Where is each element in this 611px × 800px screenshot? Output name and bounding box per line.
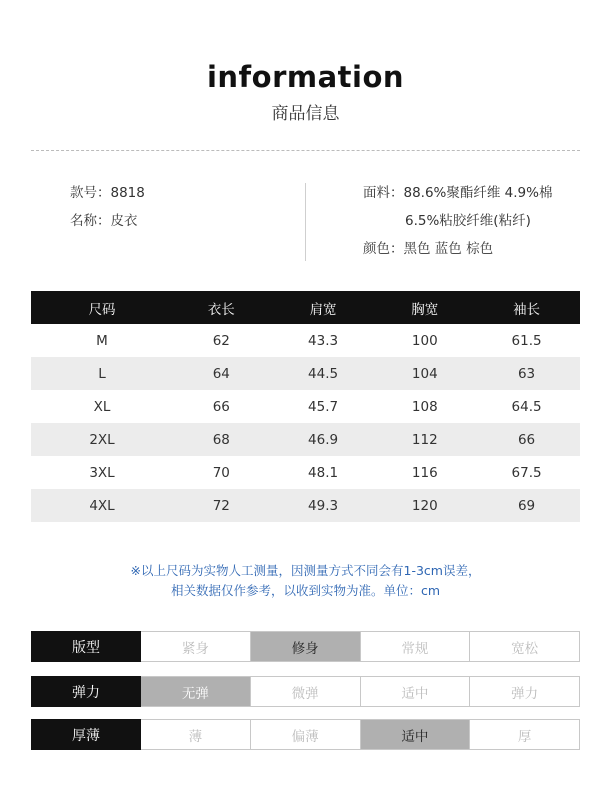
colors: 颜色：黑色 蓝色 棕色 [363, 241, 494, 257]
header-cell: 衣长 [173, 291, 270, 324]
fabric-line-1: 面料：88.6%聚酯纤维 4.9%棉 [363, 185, 553, 201]
table-row [31, 324, 580, 357]
page-title: information [206, 60, 405, 94]
table-row [31, 456, 580, 489]
table-cell: 2XL [31, 423, 173, 456]
table-row [31, 423, 580, 456]
table-cell: 72 [173, 489, 270, 522]
table-cell: 64 [173, 357, 270, 390]
fit-row [31, 631, 580, 662]
dashed-divider [31, 150, 580, 151]
note-line-1: ※以上尺码为实物人工测量，因测量方式不同会有1-3cm误差， [130, 563, 481, 578]
fit-option-tight: 紧身 [141, 631, 251, 662]
table-cell: 44.5 [270, 357, 377, 390]
elasticity-option-stretch: 弹力 [470, 676, 580, 707]
fit-label: 版型 [31, 631, 141, 662]
thickness-row [31, 719, 580, 750]
table-cell: 68 [173, 423, 270, 456]
table-row [31, 390, 580, 423]
header-cell: 肩宽 [270, 291, 377, 324]
table-cell: 108 [411, 398, 438, 415]
elasticity-option-moderate: 适中 [361, 676, 471, 707]
table-cell: 66 [473, 423, 580, 456]
table-cell: 3XL [89, 464, 115, 481]
header-cell: 胸宽 [376, 291, 473, 324]
table-cell: 48.1 [308, 464, 339, 481]
thickness-option-moderate: 适中 [361, 719, 471, 750]
table-cell: 63 [473, 357, 580, 390]
fit-option-slim: 修身 [251, 631, 361, 662]
elasticity-row [31, 676, 580, 707]
elasticity-option-none: 无弹 [141, 676, 251, 707]
thickness-option-slightly-thin: 偏薄 [251, 719, 361, 750]
table-cell: 69 [473, 489, 580, 522]
table-cell: 104 [376, 357, 473, 390]
fabric-line-2: 6.5%粘胶纤维(粘纤) [405, 213, 531, 229]
table-cell: 70 [212, 464, 230, 481]
elasticity-option-slight: 微弹 [251, 676, 361, 707]
thickness-option-thin: 薄 [141, 719, 251, 750]
header-cell: 尺码 [31, 291, 173, 324]
thickness-label: 厚薄 [31, 719, 141, 750]
product-name: 名称：皮衣 [70, 213, 138, 229]
note-line-2: 相关数据仅作参考，以收到实物为准。单位：cm [170, 583, 441, 598]
table-cell: 61.5 [511, 332, 542, 349]
table-row [31, 489, 580, 522]
table-cell: 49.3 [270, 489, 377, 522]
style-number: 款号：8818 [70, 185, 145, 201]
measurement-note [0, 561, 611, 601]
page-subtitle: 商品信息 [271, 104, 340, 124]
elasticity-label: 弹力 [31, 676, 141, 707]
table-cell: 116 [411, 464, 438, 481]
table-cell: 66 [212, 398, 230, 415]
table-cell: M [96, 332, 108, 349]
table-cell: 100 [411, 332, 438, 349]
fit-option-regular: 常规 [361, 631, 471, 662]
table-cell: 64.5 [511, 398, 542, 415]
thickness-option-thick: 厚 [470, 719, 580, 750]
table-cell: L [31, 357, 173, 390]
table-cell: 67.5 [511, 464, 542, 481]
table-cell: 112 [376, 423, 473, 456]
table-cell: 43.3 [308, 332, 339, 349]
header-cell: 袖长 [473, 291, 580, 324]
info-left [70, 183, 145, 239]
table-cell: 120 [376, 489, 473, 522]
table-cell: 45.7 [308, 398, 339, 415]
info-divider [305, 183, 306, 261]
table-row [31, 357, 580, 390]
size-table [31, 291, 580, 522]
table-cell: 4XL [31, 489, 173, 522]
info-right [363, 183, 578, 267]
size-table-header [31, 291, 580, 324]
fit-option-loose: 宽松 [470, 631, 580, 662]
table-cell: 46.9 [270, 423, 377, 456]
table-cell: 62 [212, 332, 230, 349]
table-cell: XL [93, 398, 111, 415]
